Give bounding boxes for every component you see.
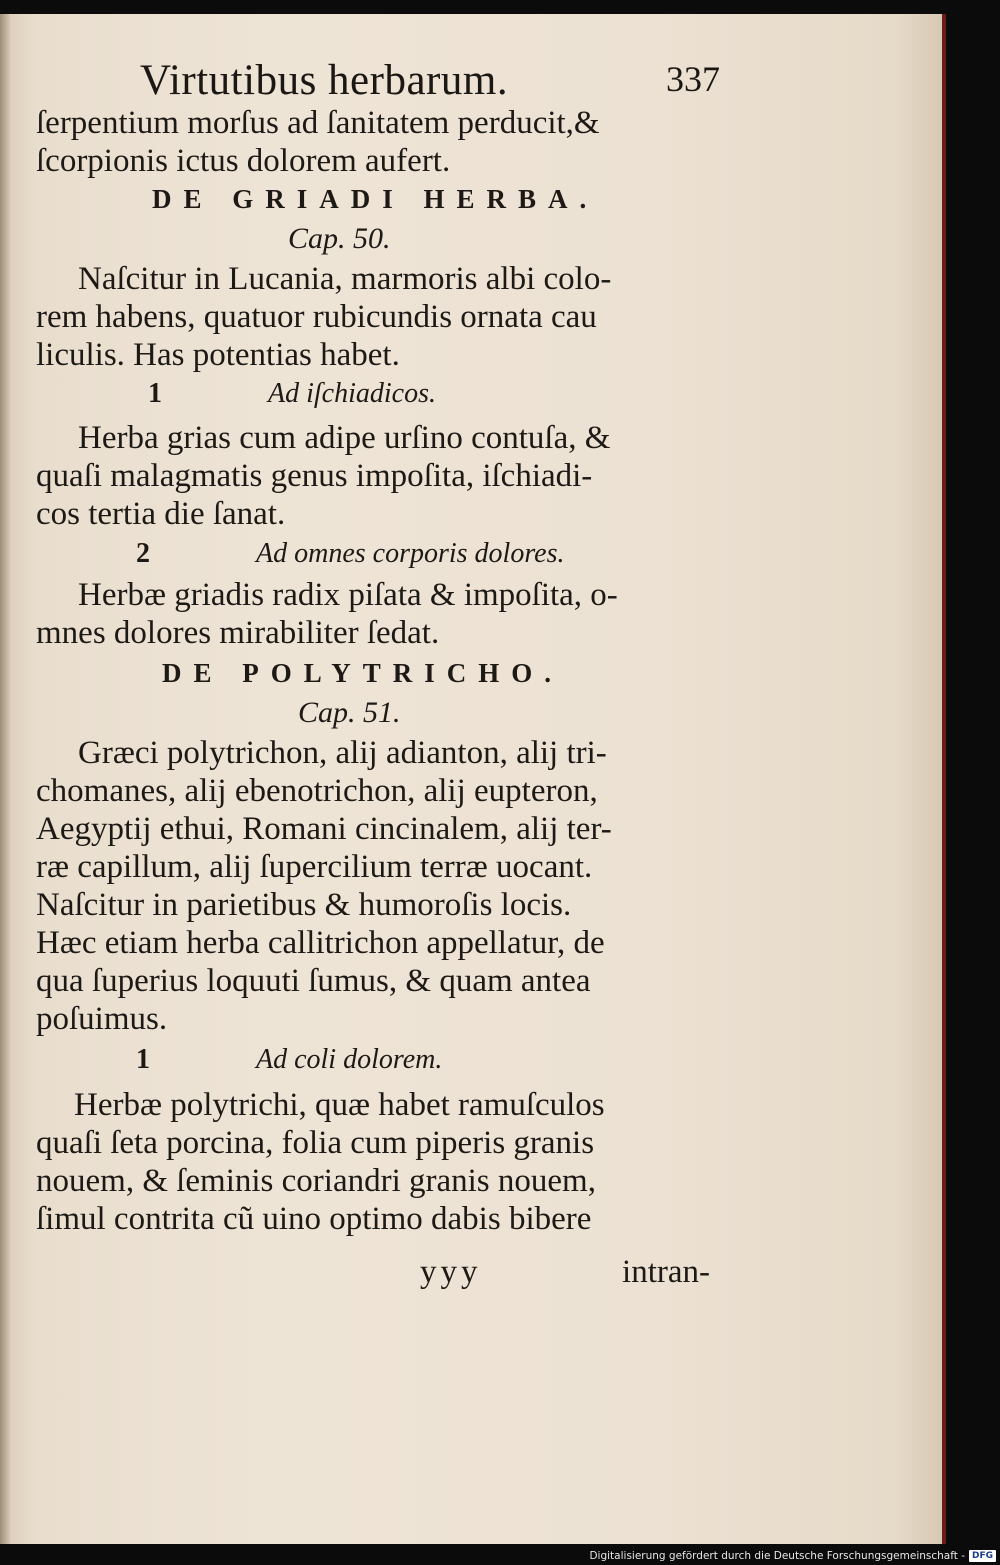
text-line: nouem, & ſeminis coriandri granis nouem, — [36, 1163, 596, 1199]
remedy-title: Ad coli dolorem. — [256, 1044, 443, 1075]
text-line: Herba grias cum adipe urſino contuſa, & — [78, 420, 611, 456]
text-line: Hæc etiam herba callitrichon appellatur, de — [36, 925, 605, 961]
text-line: mnes dolores mirabiliter ſedat. — [36, 615, 440, 651]
text-line: ræ capillum, alij ſupercilium terræ uocant. — [36, 849, 593, 885]
remedy-number: 1 — [148, 378, 162, 409]
credit-bar — [589, 1546, 1000, 1565]
dfg-logo: DFG — [969, 1550, 996, 1562]
page-footer — [420, 1254, 710, 1294]
text-line: Naſcitur in parietibus & humoroſis locis. — [36, 887, 572, 923]
text-line: poſuimus. — [36, 1001, 168, 1037]
text-line: cos tertia die ſanat. — [36, 496, 286, 532]
remedy-heading — [148, 378, 748, 416]
remedy-title: Ad omnes corporis dolores. — [256, 538, 565, 569]
page-gutter — [0, 14, 10, 1544]
signature-mark: yyy — [420, 1254, 482, 1290]
credit-text: Digitalisierung gefördert durch die Deutsche Forschungsgemeinschaft - — [589, 1549, 965, 1562]
text-line: ſerpentium morſus ad ſanitatem perducit,& — [36, 105, 600, 141]
text-line: rem habens, quatuor rubicundis ornata cau — [36, 299, 597, 335]
text-line: qua ſuperius loquuti ſumus, & quam antea — [36, 963, 591, 999]
running-title: Virtutibus herbarum. — [140, 57, 509, 104]
chapter-heading: DE GRIADI HERBA. — [152, 184, 599, 214]
text-line: liculis. Has potentias habet. — [36, 337, 400, 373]
text-line: quaſi ſeta porcina, folia cum piperis granis — [36, 1125, 595, 1161]
text-line: Herbæ polytrichi, quæ habet ramuſculos — [74, 1087, 605, 1123]
chapter-number: Cap. 51. — [298, 696, 401, 729]
text-line: quaſi malagmatis genus impoſita, iſchiadi- — [36, 458, 593, 494]
remedy-heading — [136, 538, 736, 576]
text-line: chomanes, alij ebenotrichon, alij eupteron, — [36, 773, 598, 809]
text-line: Herbæ griadis radix piſata & impoſita, o- — [78, 577, 618, 613]
chapter-number: Cap. 50. — [288, 222, 391, 255]
text-line: Naſcitur in Lucania, marmoris albi colo- — [78, 261, 612, 297]
chapter-heading: DE POLYTRICHO. — [162, 658, 564, 688]
catchword: intran- — [622, 1254, 710, 1290]
text-line: Aegyptij ethui, Romani cincinalem, alij ter- — [36, 811, 612, 847]
page-number: 337 — [666, 59, 720, 99]
remedy-heading — [136, 1044, 736, 1082]
text-line: Græci polytrichon, alij adianton, alij tri- — [78, 735, 607, 771]
remedy-title: Ad iſchiadicos. — [268, 378, 436, 409]
book-page — [0, 14, 946, 1544]
text-line: ſimul contrita cũ uino optimo dabis bibere — [36, 1201, 592, 1237]
remedy-number: 2 — [136, 538, 150, 569]
text-line: ſcorpionis ictus dolorem aufert. — [36, 143, 451, 179]
remedy-number: 1 — [136, 1044, 150, 1075]
